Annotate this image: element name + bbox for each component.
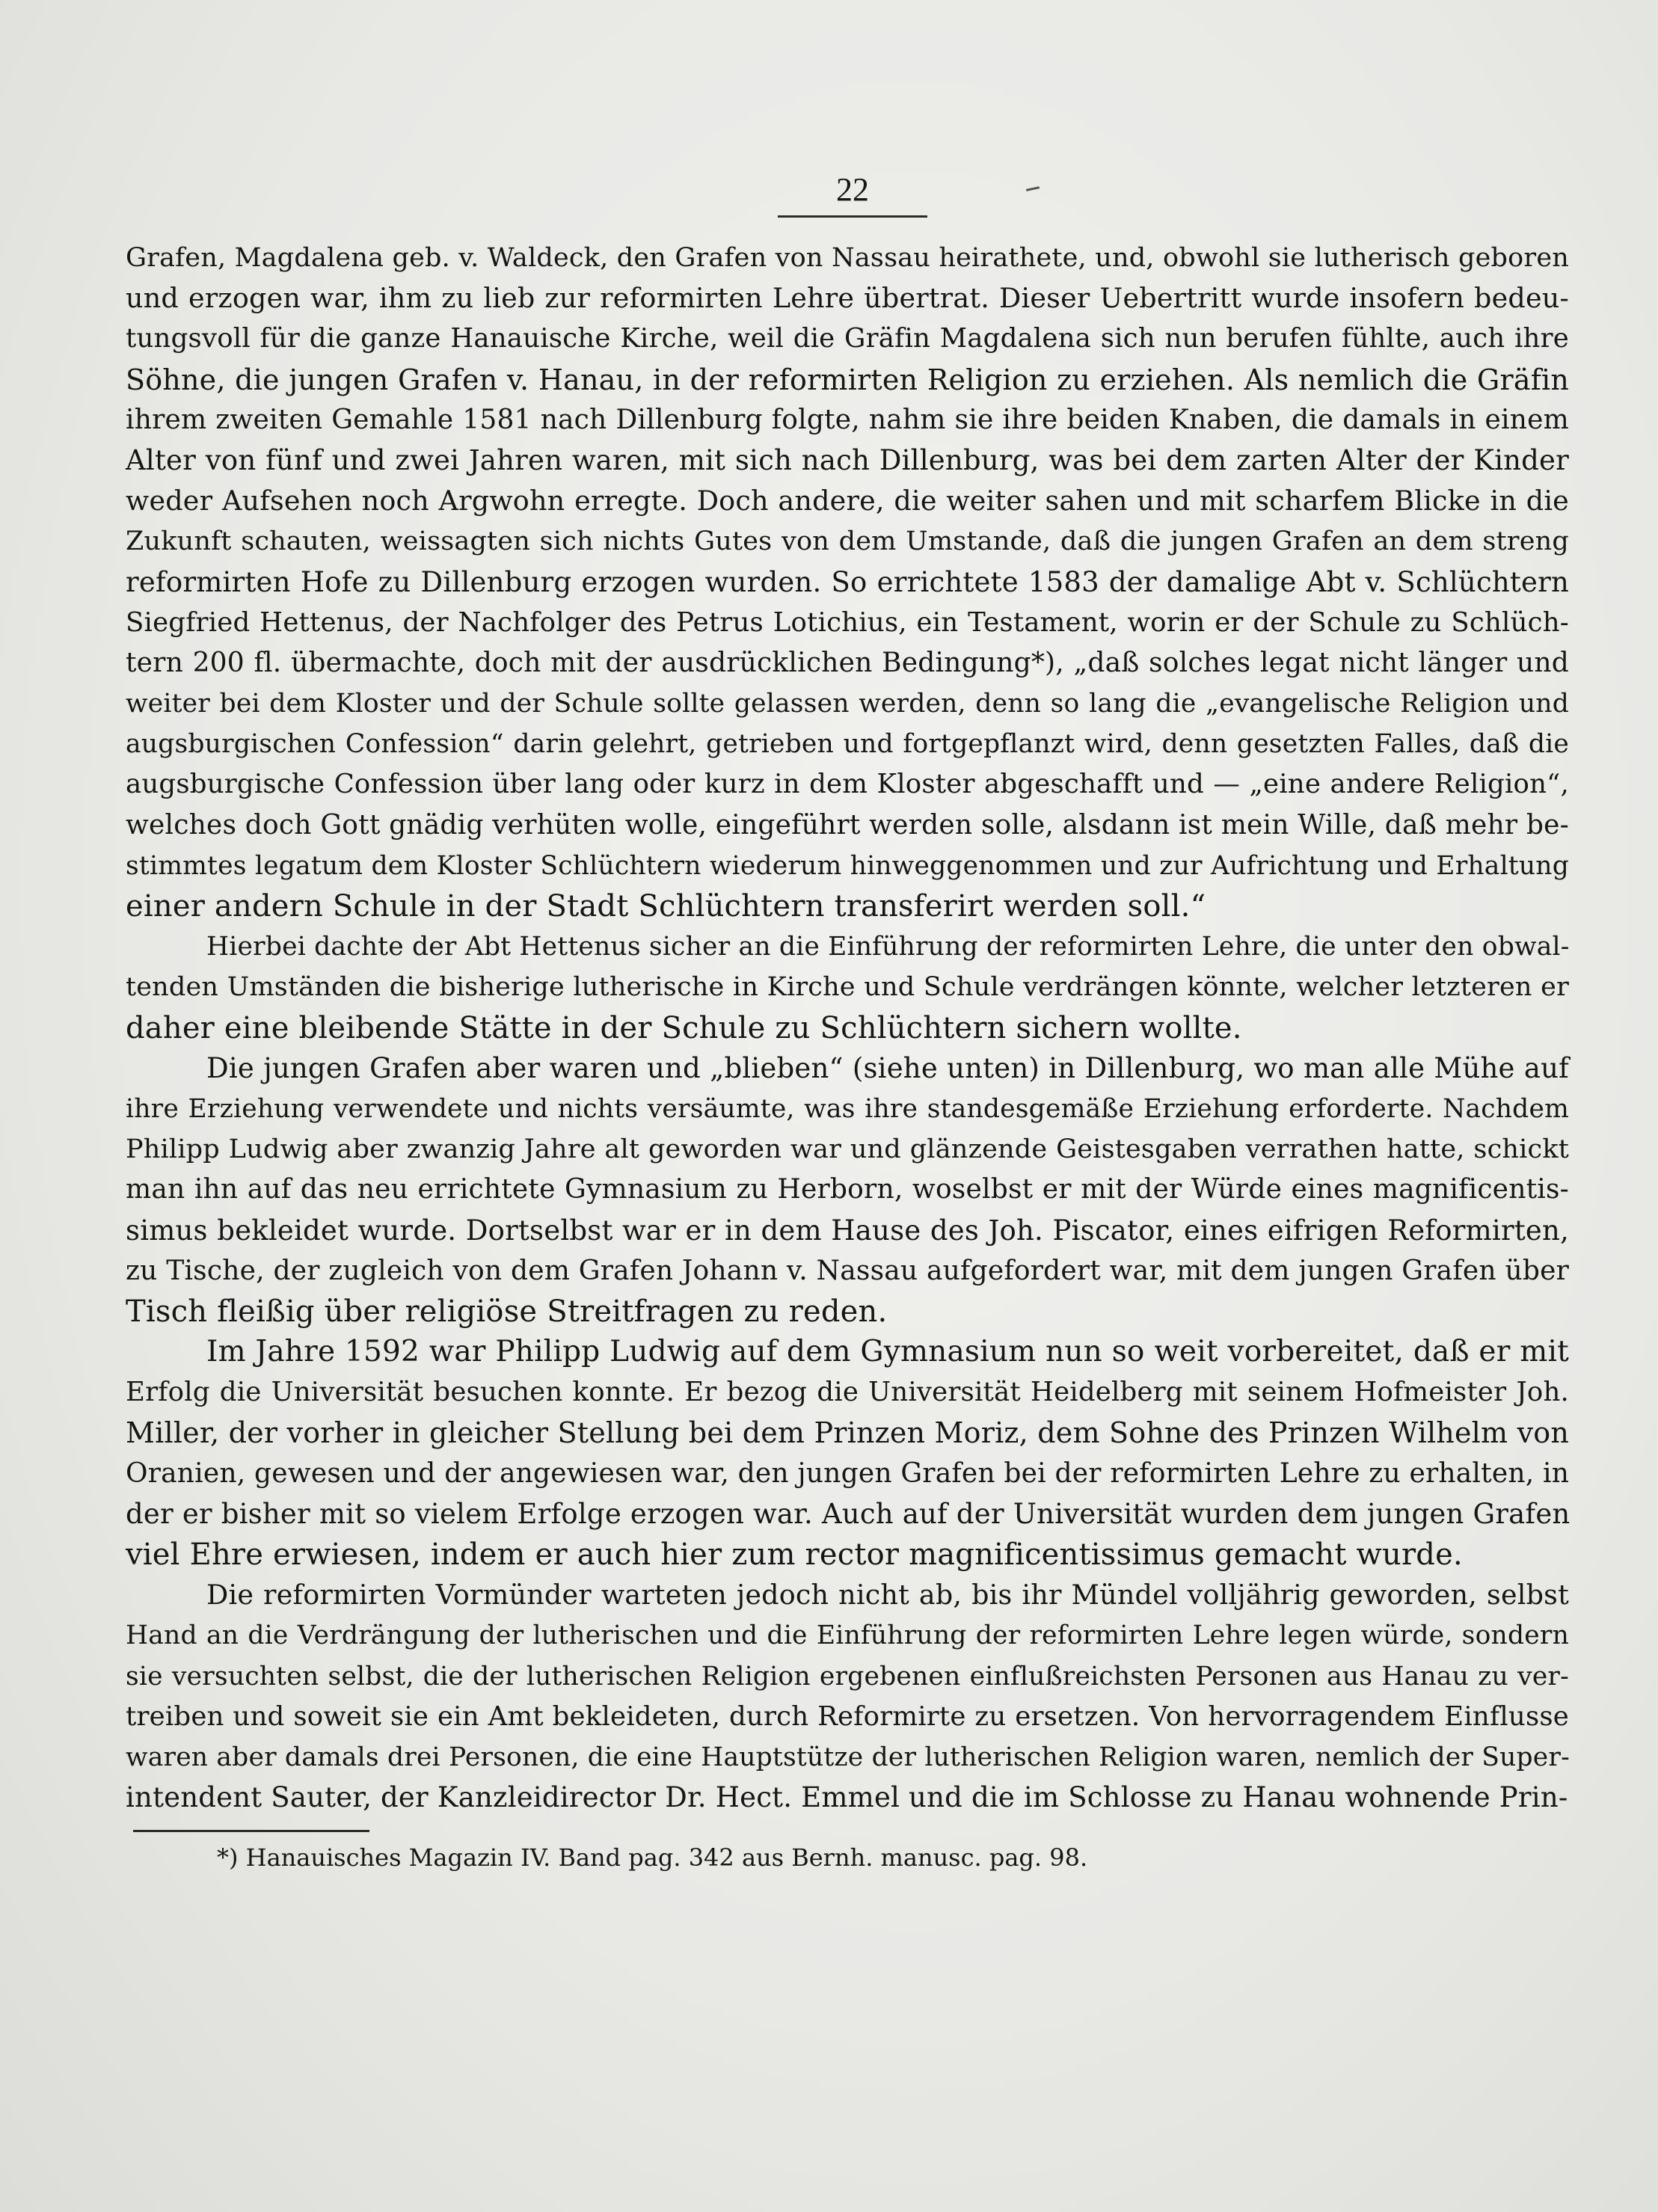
text-line: Grafen, Magdalena geb. v. Waldeck, den Grafen von Nassau heirathete, und, obwohl sie lutherisch geboren: [126, 243, 1569, 273]
text-line: ihre Erziehung verwendete und nichts versäumte, was ihre standesgemäße Erziehung erforderte. Nachdem: [126, 1093, 1569, 1124]
stray-mark: [1026, 186, 1040, 191]
text-line: simus bekleidet wurde. Dortselbst war er in dem Hause des Joh. Piscator, eines eifrigen Reformirten,: [126, 1214, 1569, 1247]
text-line: waren aber damals drei Personen, die eine Hauptstütze der lutherischen Religion waren, nemlich der Super-: [126, 1742, 1570, 1772]
body-text: [126, 238, 1569, 1818]
paragraph: [126, 238, 1569, 927]
paragraph: [126, 1048, 1569, 1332]
text-line: zu Tische, der zugleich von dem Grafen Johann v. Nassau aufgefordert war, mit dem jungen Grafen über: [126, 1255, 1569, 1286]
text-line: einer andern Schule in der Stadt Schlüchtern transferirt werden soll.“: [126, 889, 1206, 924]
text-line: Alter von fünf und zwei Jahren waren, mit sich nach Dillenburg, was bei dem zarten Alter der Kinder: [126, 443, 1569, 476]
text-line: stimmtes legatum dem Kloster Schlüchtern wiederum hinweggenommen und zur Aufrichtung und Erhaltung: [126, 850, 1569, 881]
text-line: Tisch fleißig über religiöse Streitfragen zu reden.: [126, 1294, 888, 1329]
page-number: 22: [836, 171, 869, 208]
text-line: Erfolg die Universität besuchen konnte. Er bezog die Universität Heidelberg mit seinem Hofmeister Joh.: [126, 1377, 1569, 1408]
text-line: ihrem zweiten Gemahle 1581 nach Dillenburg folgte, nahm sie ihre beiden Knaben, die damals in einem: [126, 404, 1569, 435]
text-line: sie versuchten selbst, die der lutherischen Religion ergebenen einflußreichsten Personen aus Hanau zu ver-: [126, 1661, 1569, 1692]
text-line: Die reformirten Vormünder warteten jedoch nicht ab, bis ihr Mündel volljährig geworden, selbst: [206, 1579, 1569, 1612]
page-number-rule: [778, 215, 927, 218]
text-line: Hierbei dachte der Abt Hettenus sicher an die Einführung der reformirten Lehre, die unter den obwal-: [206, 932, 1570, 962]
text-line: weiter bei dem Kloster und der Schule sollte gelassen werden, denn so lang die „evangelische Religion und: [126, 689, 1569, 719]
text-line: augsburgische Confession über lang oder kurz in dem Kloster abgeschafft und — „eine andere Religion“,: [126, 769, 1569, 800]
text-line: tern 200 fl. übermachte, doch mit der ausdrücklichen Bedingung*), „daß solches legat nicht länger und: [126, 647, 1569, 678]
text-line: Siegfried Hettenus, der Nachfolger des Petrus Lotichius, ein Testament, worin er der Schule zu Schlüch-: [126, 606, 1569, 638]
text-line: Hand an die Verdrängung der lutherischen und die Einführung der reformirten Lehre legen würde, sondern: [126, 1620, 1569, 1651]
text-line: treiben und soweit sie ein Amt bekleideten, durch Reformirte zu ersetzen. Von hervorragendem Einflusse: [126, 1701, 1569, 1732]
text-line: tungsvoll für die ganze Hanauische Kirche, weil die Gräfin Magdalena sich nun berufen fühlte, auch ihre: [126, 323, 1569, 354]
text-line: reformirten Hofe zu Dillenburg erzogen wurden. So errichtete 1583 der damalige Abt v. Schlüchtern: [126, 565, 1569, 598]
text-line: Zukunft schauten, weissagten sich nichts Gutes von dem Umstande, daß die jungen Grafen an dem streng: [126, 526, 1569, 557]
text-line: Die jungen Grafen aber waren und „blieben“ (siehe unten) in Dillenburg, wo man alle Mühe auf: [206, 1051, 1569, 1084]
text-line: Söhne, die jungen Grafen v. Hanau, in der reformirten Religion zu erziehen. Als nemlich die Gräfin: [126, 363, 1569, 396]
footnote: *) Hanauisches Magazin IV. Band pag. 342 aus Bernh. manusc. pag. 98.: [217, 1843, 1088, 1872]
text-line: viel Ehre erwiesen, indem er auch hier zum rector magnificentissimus gemacht wurde.: [126, 1537, 1463, 1572]
text-line: und erzogen war, ihm zu lieb zur reformirten Lehre übertrat. Dieser Uebertritt wurde insofern bedeu-: [126, 282, 1569, 315]
text-line: der er bisher mit so vielem Erfolge erzogen war. Auch auf der Universität wurden dem jungen Grafen: [126, 1497, 1571, 1530]
text-line: daher eine bleibende Stätte in der Schule zu Schlüchtern sichern wollte.: [126, 1010, 1242, 1045]
text-line: Im Jahre 1592 war Philipp Ludwig auf dem Gymnasium nun so weit vorbereitet, daß er mit: [206, 1335, 1569, 1369]
text-line: tenden Umständen die bisherige lutherische in Kirche und Schule verdrängen könnte, welcher letzteren er: [126, 972, 1569, 1003]
paragraph: [126, 1332, 1569, 1575]
text-line: intendent Sauter, der Kanzleidirector Dr. Hect. Emmel und die im Schlosse zu Hanau wohnende Prin-: [126, 1781, 1568, 1814]
text-line: Miller, der vorher in gleicher Stellung bei dem Prinzen Moriz, dem Sohne des Prinzen Wilhelm von: [126, 1416, 1569, 1450]
text-line: augsburgischen Confession“ darin gelehrt, getrieben und fortgepflanzt wird, denn gesetzten Falles, daß die: [126, 729, 1569, 760]
text-line: weder Aufsehen noch Argwohn erregte. Doch andere, die weiter sahen und mit scharfem Blicke in die: [126, 485, 1569, 517]
paragraph: [126, 927, 1569, 1048]
paragraph: [126, 1575, 1569, 1818]
text-line: man ihn auf das neu errichtete Gymnasium zu Herborn, woselbst er mit der Würde eines magnificentis-: [126, 1174, 1569, 1205]
footnote-divider: [133, 1830, 369, 1832]
text-line: Philipp Ludwig aber zwanzig Jahre alt geworden war und glänzende Geistesgaben verrathen hatte, schickt: [126, 1134, 1569, 1165]
text-line: welches doch Gott gnädig verhüten wolle, eingeführt werden solle, alsdann ist mein Wille, daß mehr be-: [126, 809, 1569, 841]
text-line: Oranien, gewesen und der angewiesen war, den jungen Grafen bei der reformirten Lehre zu erhalten, in: [126, 1457, 1570, 1489]
